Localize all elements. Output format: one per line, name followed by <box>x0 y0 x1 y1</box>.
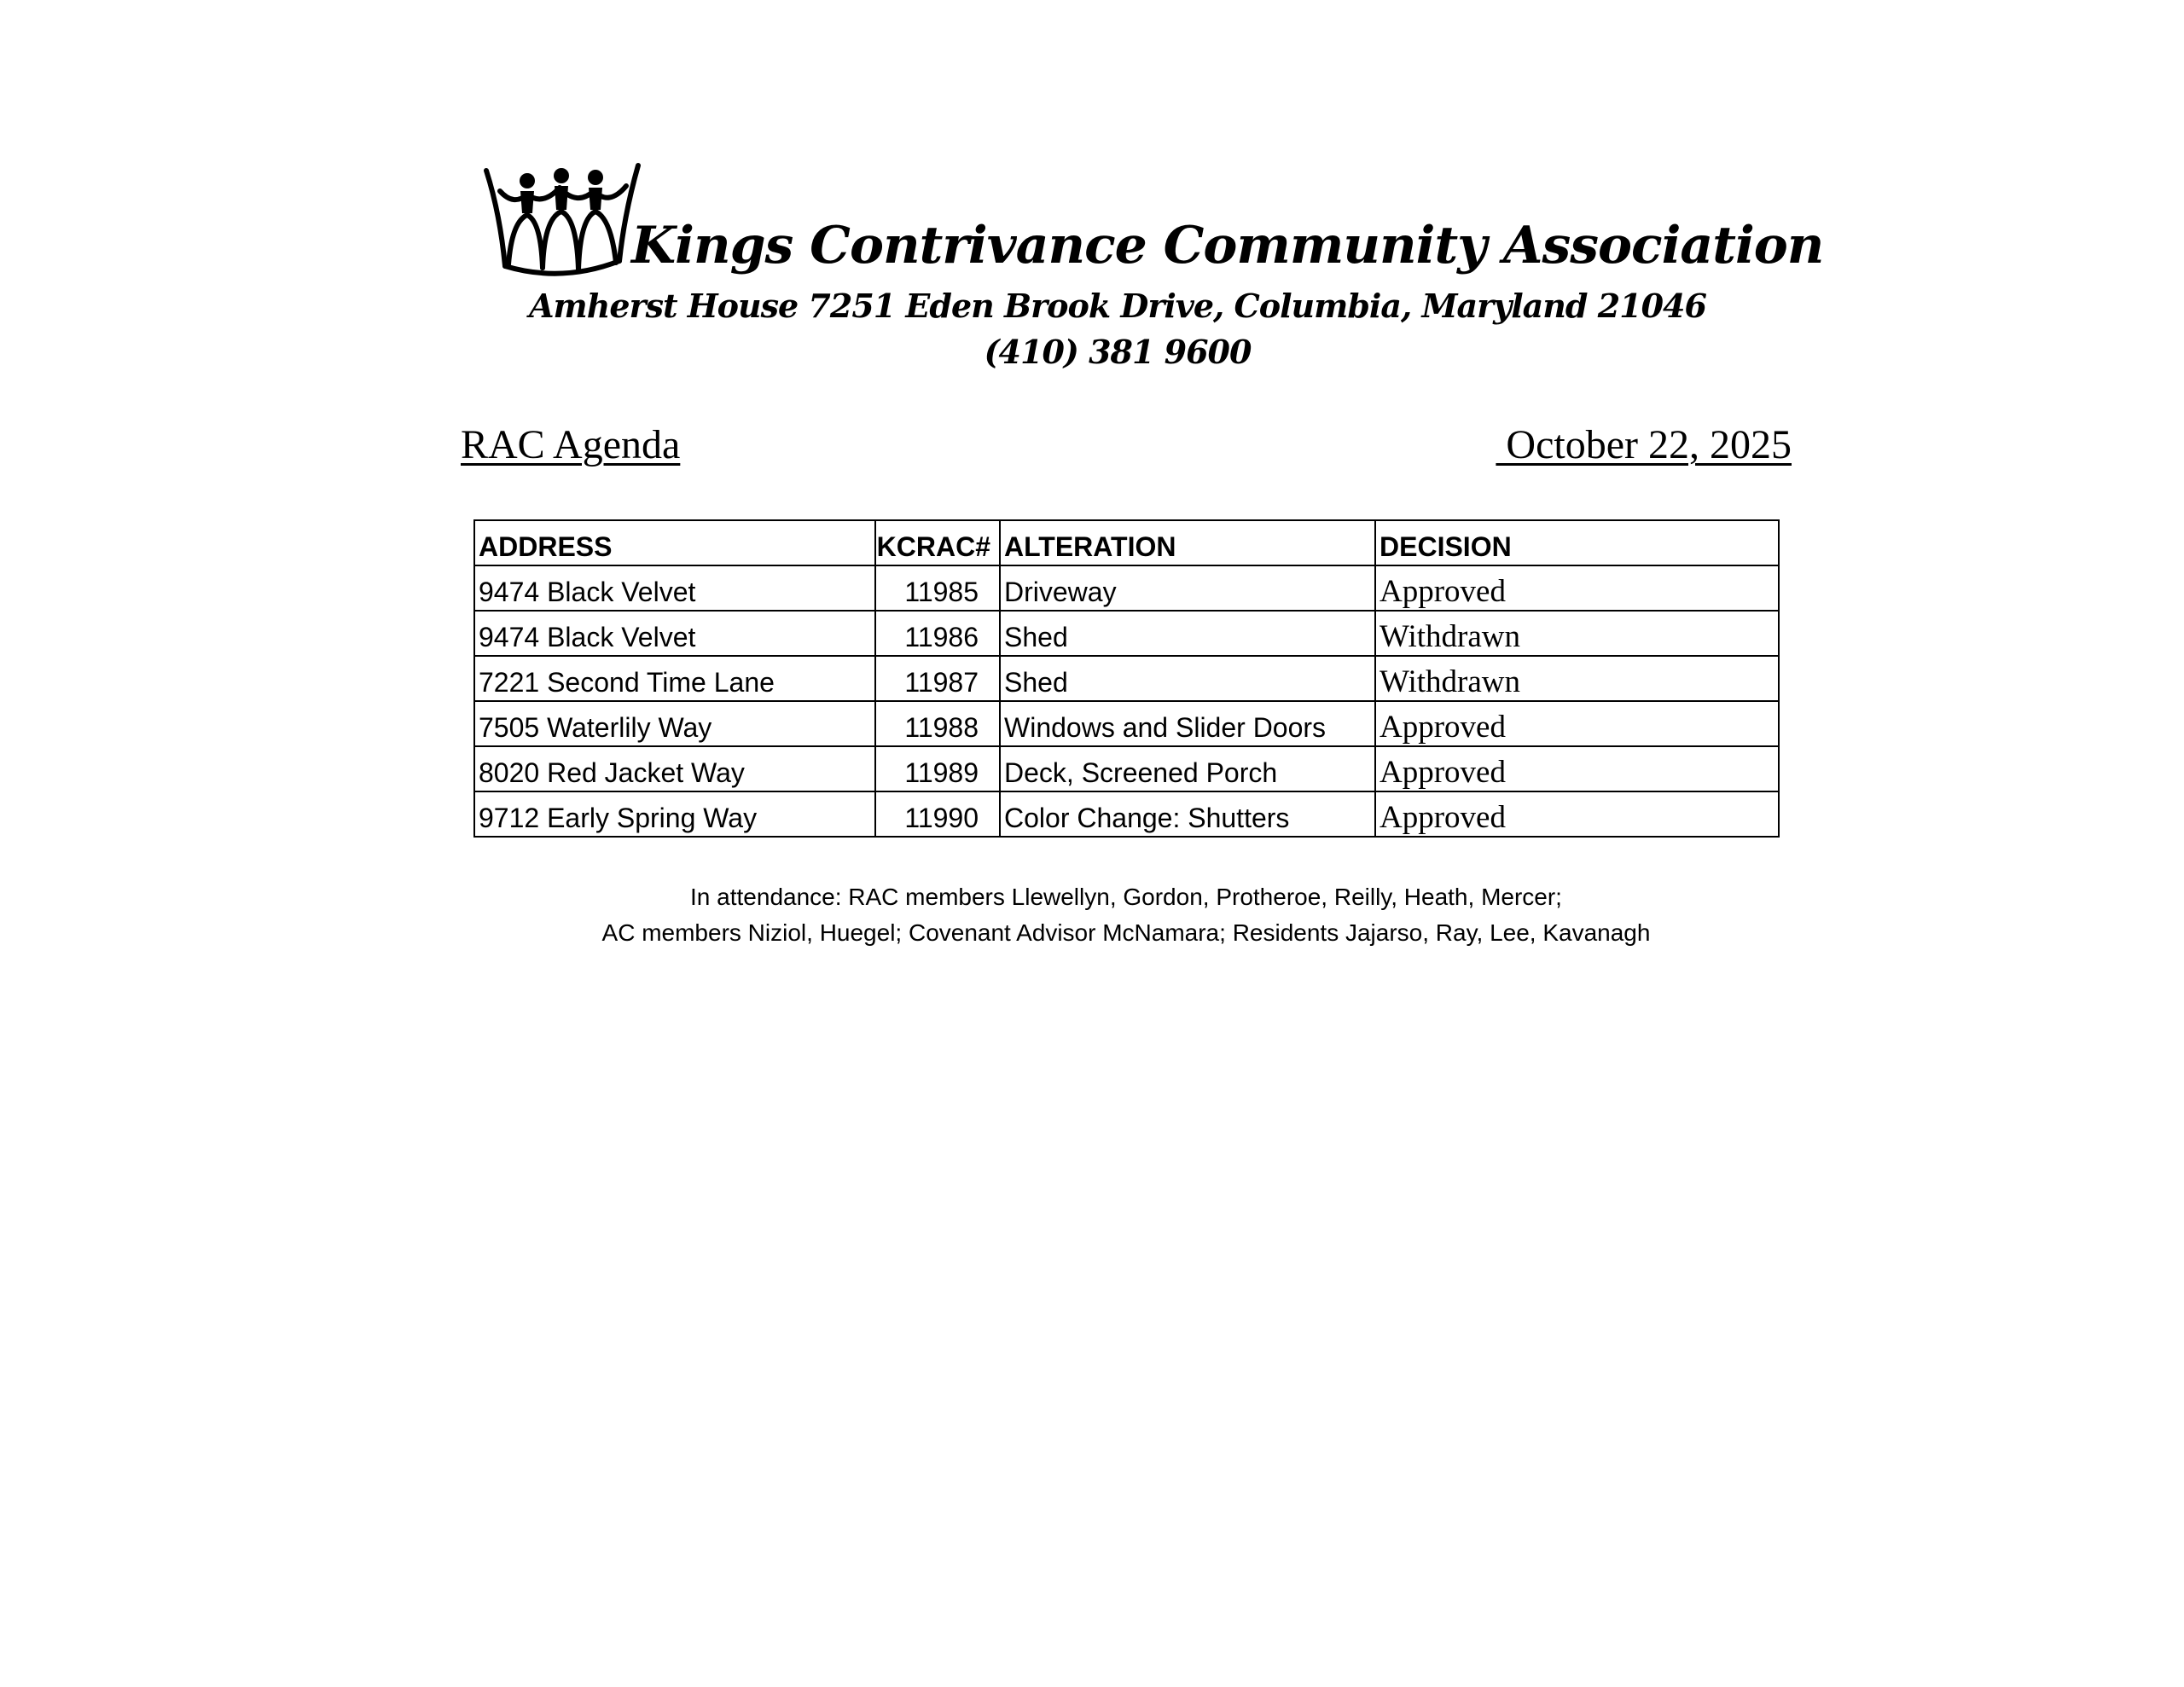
table-row <box>474 791 1779 837</box>
crown-people-icon <box>483 162 642 277</box>
agenda-table <box>473 519 1780 838</box>
cell-alteration: Driveway <box>1000 565 1375 611</box>
cell-decision: Approved <box>1375 565 1779 611</box>
cell-decision: Approved <box>1375 791 1779 837</box>
agenda-date: October 22, 2025 <box>1496 422 1792 467</box>
cell-alteration: Shed <box>1000 611 1375 656</box>
cell-alteration: Deck, Screened Porch <box>1000 746 1375 791</box>
cell-alteration: Color Change: Shutters <box>1000 791 1375 837</box>
cell-address: 9474 Black Velvet <box>474 611 875 656</box>
header-kcrac: KCRAC# <box>875 520 1000 565</box>
table-row <box>474 656 1779 701</box>
organization-address: Amherst House 7251 Eden Brook Drive, Columbia, Maryland 21046 <box>529 287 1706 325</box>
table-row <box>474 565 1779 611</box>
cell-decision: Approved <box>1375 701 1779 746</box>
header-address: ADDRESS <box>474 520 875 565</box>
organization-phone: (410) 381 9600 <box>984 333 1252 371</box>
agenda-title: RAC Agenda <box>461 422 681 467</box>
organization-name: Kings Contrivance Community Association <box>631 216 1824 275</box>
cell-decision: Withdrawn <box>1375 611 1779 656</box>
cell-kcrac: 11989 <box>875 746 1000 791</box>
cell-address: 8020 Red Jacket Way <box>474 746 875 791</box>
header-decision: DECISION <box>1375 520 1779 565</box>
table-header-row <box>474 520 1779 565</box>
cell-kcrac: 11988 <box>875 701 1000 746</box>
table-row <box>474 746 1779 791</box>
cell-address: 9474 Black Velvet <box>474 565 875 611</box>
cell-decision: Approved <box>1375 746 1779 791</box>
attendance-line-2: AC members Niziol, Huegel; Covenant Advisor McNamara; Residents Jajarso, Ray, Lee, Kavanagh <box>601 919 1651 946</box>
cell-address: 9712 Early Spring Way <box>474 791 875 837</box>
cell-kcrac: 11987 <box>875 656 1000 701</box>
cell-alteration: Windows and Slider Doors <box>1000 701 1375 746</box>
attendance-line-1: In attendance: RAC members Llewellyn, Gordon, Protheroe, Reilly, Heath, Mercer; <box>690 884 1562 910</box>
cell-decision: Withdrawn <box>1375 656 1779 701</box>
table-row <box>474 611 1779 656</box>
cell-kcrac: 11985 <box>875 565 1000 611</box>
cell-alteration: Shed <box>1000 656 1375 701</box>
header-alteration: ALTERATION <box>1000 520 1375 565</box>
cell-kcrac: 11986 <box>875 611 1000 656</box>
cell-address: 7505 Waterlily Way <box>474 701 875 746</box>
cell-kcrac: 11990 <box>875 791 1000 837</box>
table-row <box>474 701 1779 746</box>
cell-address: 7221 Second Time Lane <box>474 656 875 701</box>
